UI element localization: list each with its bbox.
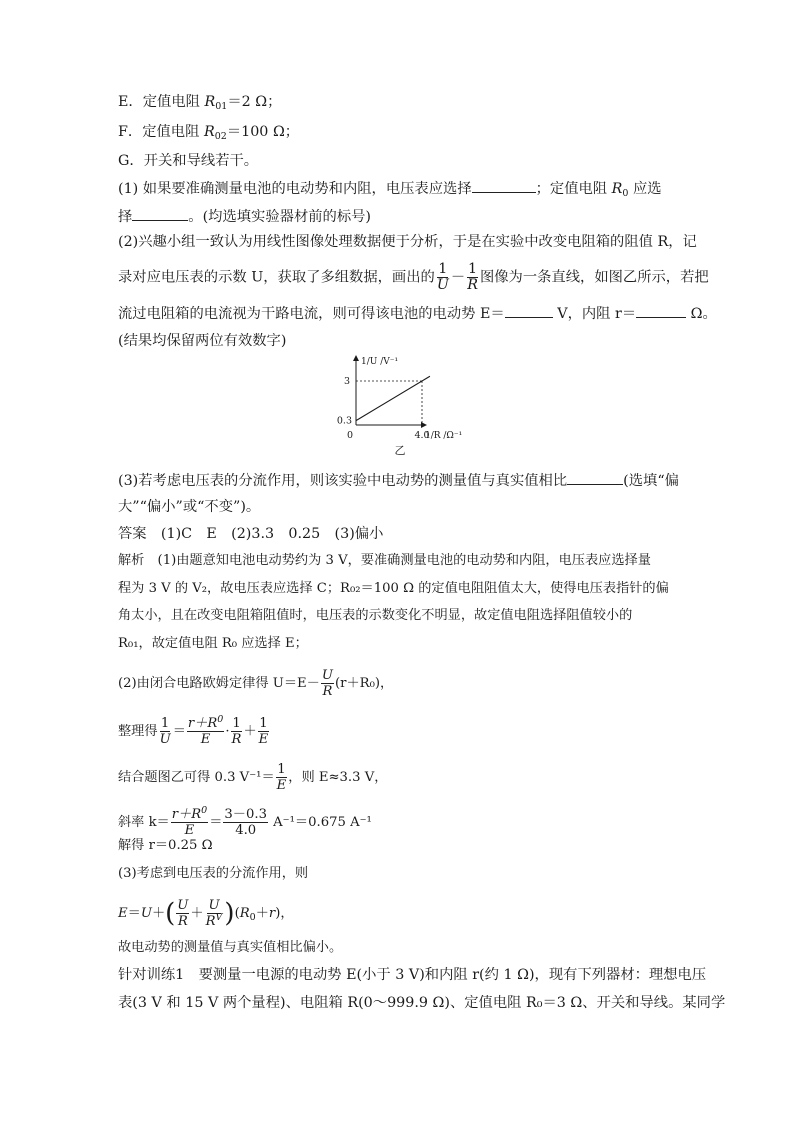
question-2-line-3: 流过电阻箱的电流视为干路电流，则可得该电池的电动势 E＝ V，内阻 r＝ Ω。 [118, 303, 717, 324]
analysis-line-8: 斜率 k＝ $\frac{r+R^0}{E}$ ＝ $\frac{3-0.3}{4.0}$ A⁻¹＝0.675 A⁻¹ [118, 805, 372, 838]
analysis-line-5: (2)由闭合电路欧姆定律得 U＝E－ $\frac{U}{R}$ (r＋R₀)， [118, 668, 394, 699]
question-2-line-4: (结果均保留两位有效数字) [118, 333, 287, 349]
question-3-line-2: 大”“偏小”或“不变”)。 [118, 499, 261, 515]
analysis-line-2: 程为 3 V 的 V₂，故电压表应选择 C；R₀₂＝100 Ω 的定值电阻阻值太大，使得电压表指针的偏 [118, 581, 669, 596]
answer-blank [132, 206, 188, 221]
question-1-line-2: 择 。(均选填实验器材前的标号) [118, 206, 371, 227]
figure-caption: 乙 [394, 444, 406, 457]
question-2-line-1: (2)兴趣小组一致认为用线性图像处理数据便于分析，于是在实验中改变电阻箱的阻值 R，记 [118, 234, 697, 250]
answer-blank [472, 178, 536, 193]
analysis-line-4: R₀₁，故定值电阻 R₀ 应选择 E； [118, 636, 308, 651]
item-g: G．开关和导线若干。 [118, 153, 259, 169]
training-line-2: 表(3 V 和 15 V 两个量程)、电阻箱 R(0～999.9 Ω)、定值电阻 R₀＝3 Ω、开关和导线。某同学 [118, 995, 726, 1011]
analysis-line-7: 结合题图乙可得 0.3 V⁻¹＝ $\frac{1}{E}$ ，则 E≈3.3 V， [118, 762, 388, 793]
answer-blank [567, 470, 623, 485]
y-axis-label: 1/U /V⁻¹ [361, 357, 399, 367]
x-axis-label: 1/R /Ω⁻¹ [425, 431, 463, 441]
analysis-line-1: 解析 (1)由题意知电池电动势约为 3 V，要准确测量电池的电动势和内阻，电压表应选择量 [118, 553, 651, 568]
question-3-line-1: (3)若考虑电压表的分流作用，则该实验中电动势的测量值与真实值相比 (选填“偏 [118, 470, 679, 491]
answer-line: 答案 (1)C E (2)3.3 0.25 (3)偏小 [118, 526, 384, 542]
y-tick-label: 0.3 [336, 415, 352, 427]
graph-figure [330, 350, 470, 465]
analysis-line-12: 故电动势的测量值与真实值相比偏小。 [118, 940, 343, 955]
question-2-line-2: 录对应电压表的示数 U，获取了多组数据，画出的 $\frac{1}{U}$ － $\frac{1}{R}$ 图像为一条直线，如图乙所示，若把 [118, 261, 709, 293]
training-line-1: 针对训练1 要测量一电源的电动势 E(小于 3 V)和内阻 r(约 1 Ω)，现有下列器材：理想电压 [118, 967, 707, 983]
analysis-line-11: E＝U＋( $\frac{U}{R}$ ＋ $\frac{U}{R^V}$ )$(R_0+r)$， [118, 898, 294, 929]
answer-blank [636, 303, 686, 318]
analysis-line-3: 角太小，且在改变电阻箱阻值时，电压表的示数变化不明显，故定值电阻选择阻值较小的 [118, 608, 633, 623]
question-1-line-1: (1) 如果要准确测量电池的电动势和内阻，电压表应选择 ；定值电阻 $R_0$ 应选 [118, 178, 662, 199]
analysis-line-6: 整理得 $\frac{1}{U}$ ＝ $\frac{r+R^0}{E}$ · $\frac{1}{R}$ ＋ $\frac{1}{E}$ [118, 714, 269, 747]
item-e: E．定值电阻 $R_{01}=2$ Ω； [118, 94, 282, 112]
data-line [356, 376, 430, 420]
analysis-line-10: (3)考虑到电压表的分流作用，则 [118, 866, 309, 881]
answer-blank [505, 303, 553, 318]
x-tick-label: 4.0 [414, 430, 430, 441]
analysis-line-9: 解得 r＝0.25 Ω [118, 838, 213, 853]
x-tick-label: 0 [346, 430, 354, 441]
item-f: F．定值电阻 $R_{02}=100$ Ω； [118, 124, 300, 142]
y-tick-label: 3 [343, 376, 350, 387]
